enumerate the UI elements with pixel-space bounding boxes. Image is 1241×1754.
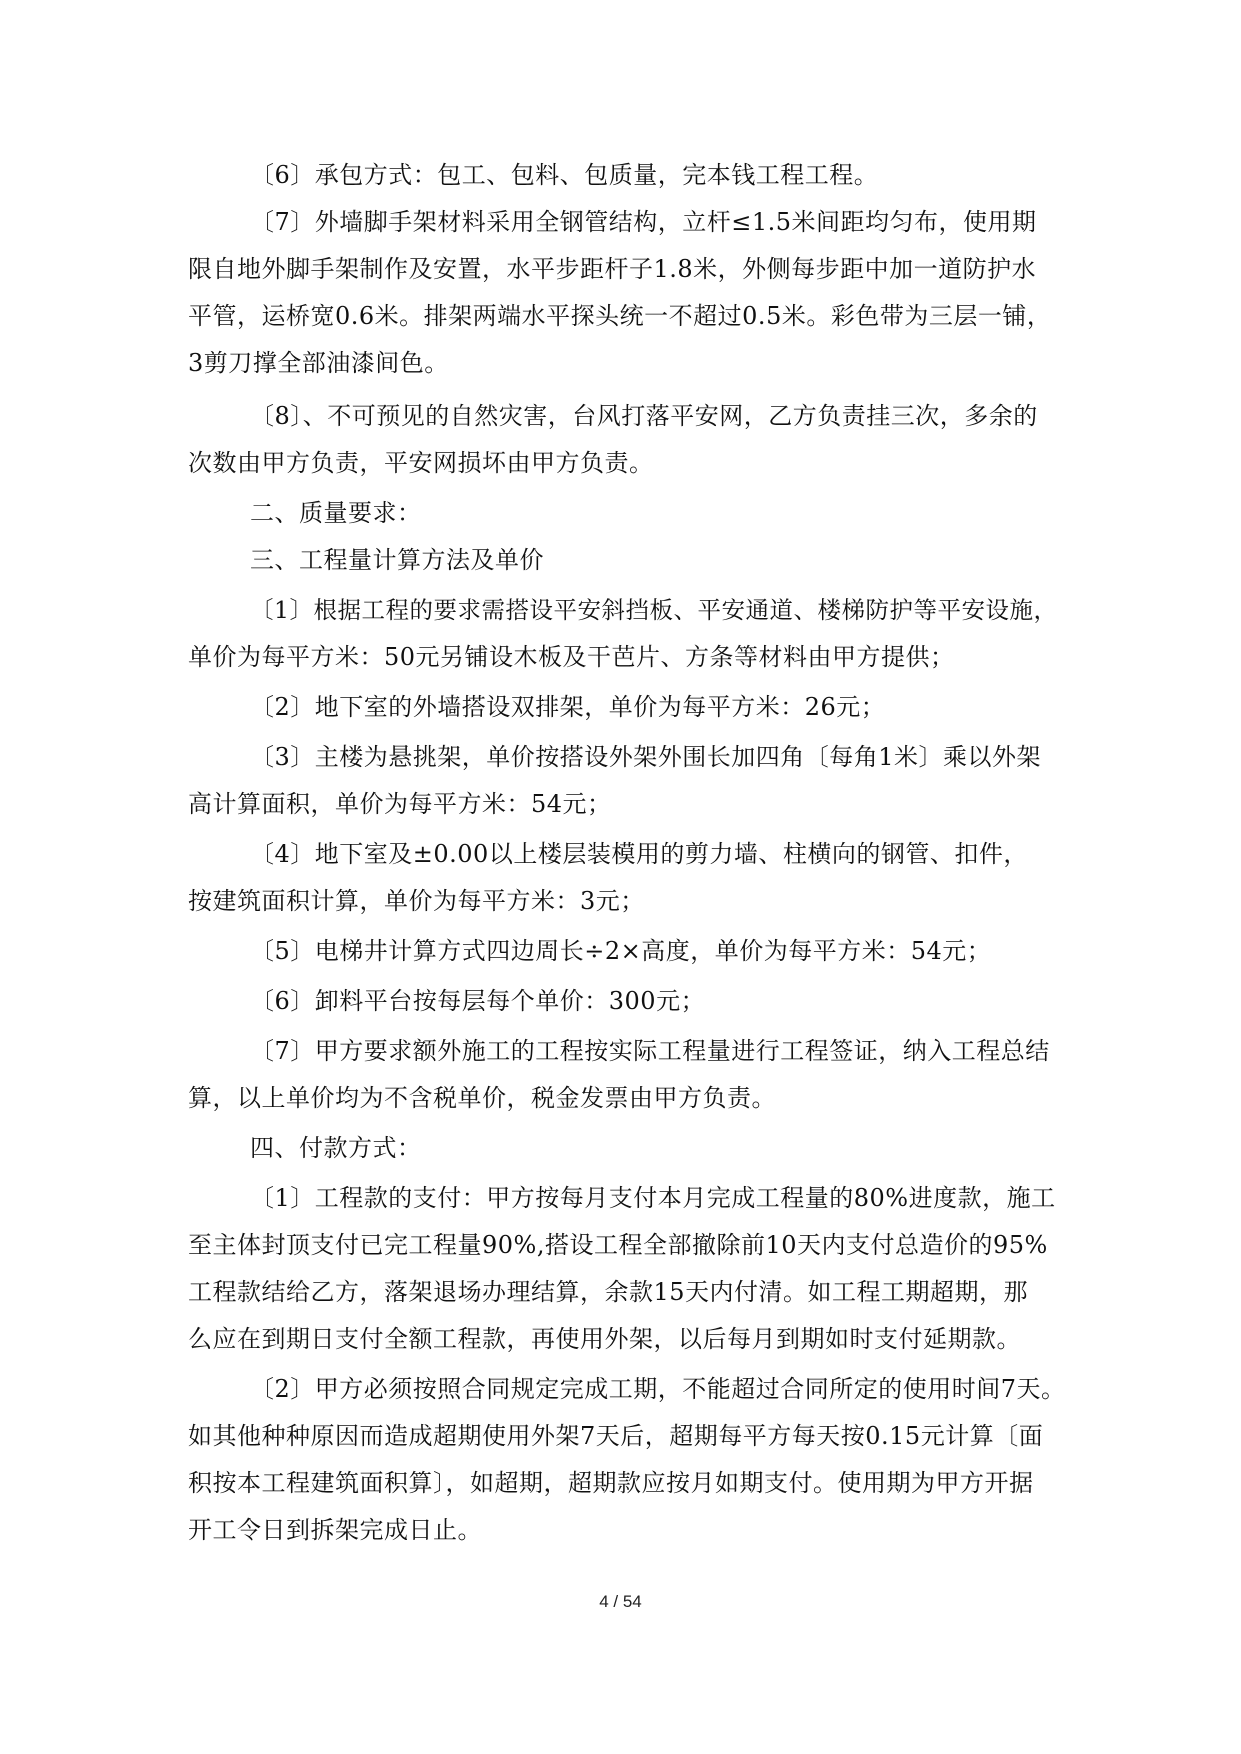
- paragraph-line: 单价为每平方米：50元另铺设木板及干芭片、方条等材料由甲方提供；: [188, 643, 955, 671]
- paragraph-line: 至主体封顶支付已完工程量90%,搭设工程全部撤除前10天内支付总造价的95%: [188, 1231, 1048, 1259]
- paragraph-line: 工程款结给乙方，落架退场办理结算，余款15天内付清。如工程工期超期，那: [188, 1278, 1029, 1306]
- paragraph-line: 平管，运桥宽0.6米。排架两端水平探头统一不超过0.5米。彩色带为三层一铺，: [188, 302, 1052, 330]
- paragraph-line: 积按本工程建筑面积算〕，如超期，超期款应按月如期支付。使用期为甲方开据: [188, 1469, 1034, 1497]
- paragraph-line: 〔4〕地下室及±0.00以上楼层装模用的剪力墙、柱横向的钢管、扣件，: [250, 840, 1028, 868]
- paragraph-line: 〔6〕承包方式：包工、包料、包质量，完本钱工程工程。: [250, 161, 879, 189]
- paragraph-line: 次数由甲方负责，平安网损坏由甲方负责。: [188, 449, 654, 477]
- paragraph-line: 〔1〕工程款的支付：甲方按每月支付本月完成工程量的80%进度款，施工: [250, 1184, 1056, 1212]
- paragraph-line: 〔7〕外墙脚手架材料采用全钢管结构，立杆≤1.5米间距均匀布，使用期: [250, 208, 1037, 236]
- paragraph-line: 〔7〕甲方要求额外施工的工程按实际工程量进行工程签证，纳入工程总结: [250, 1037, 1050, 1065]
- paragraph-line: 限自地外脚手架制作及安置，水平步距杆子1.8米，外侧每步距中加一道防护水: [188, 255, 1037, 283]
- paragraph-line: 〔5〕电梯井计算方式四边周长÷2×高度，单价为每平方米：54元；: [250, 937, 992, 965]
- paragraph-line: 〔3〕主楼为悬挑架，单价按搭设外架外围长加四角〔每角1米〕乘以外架: [250, 743, 1042, 771]
- paragraph-line: 高计算面积，单价为每平方米：54元；: [188, 790, 612, 818]
- section-heading: 四、付款方式：: [250, 1134, 422, 1162]
- page-number: 4 / 54: [599, 1592, 642, 1611]
- paragraph-line: 〔6〕卸料平台按每层每个单价：300元；: [250, 987, 706, 1015]
- paragraph-line: 开工令日到拆架完成日止。: [188, 1516, 482, 1544]
- paragraph-line: 3剪刀撑全部油漆间色。: [188, 349, 449, 377]
- paragraph-line: 〔1〕根据工程的要求需搭设平安斜挡板、平安通道、楼梯防护等平安设施，: [250, 596, 1058, 624]
- section-heading: 三、工程量计算方法及单价: [250, 546, 544, 574]
- paragraph-line: 算，以上单价均为不含税单价，税金发票由甲方负责。: [188, 1084, 776, 1112]
- paragraph-line: 〔2〕甲方必须按照合同规定完成工期，不能超过合同所定的使用时间7天。: [250, 1375, 1066, 1403]
- section-heading: 二、质量要求：: [250, 499, 422, 527]
- paragraph-line: 〔2〕地下室的外墙搭设双排架，单价为每平方米：26元；: [250, 693, 886, 721]
- paragraph-line: 么应在到期日支付全额工程款，再使用外架，以后每月到期如时支付延期款。: [188, 1325, 1021, 1353]
- paragraph-line: 如其他种种原因而造成超期使用外架7天后，超期每平方每天按0.15元计算〔面: [188, 1422, 1044, 1450]
- paragraph-line: 按建筑面积计算，单价为每平方米：3元；: [188, 887, 645, 915]
- paragraph-line: 〔8〕、不可预见的自然灾害，台风打落平安网，乙方负责挂三次，多余的: [250, 402, 1038, 430]
